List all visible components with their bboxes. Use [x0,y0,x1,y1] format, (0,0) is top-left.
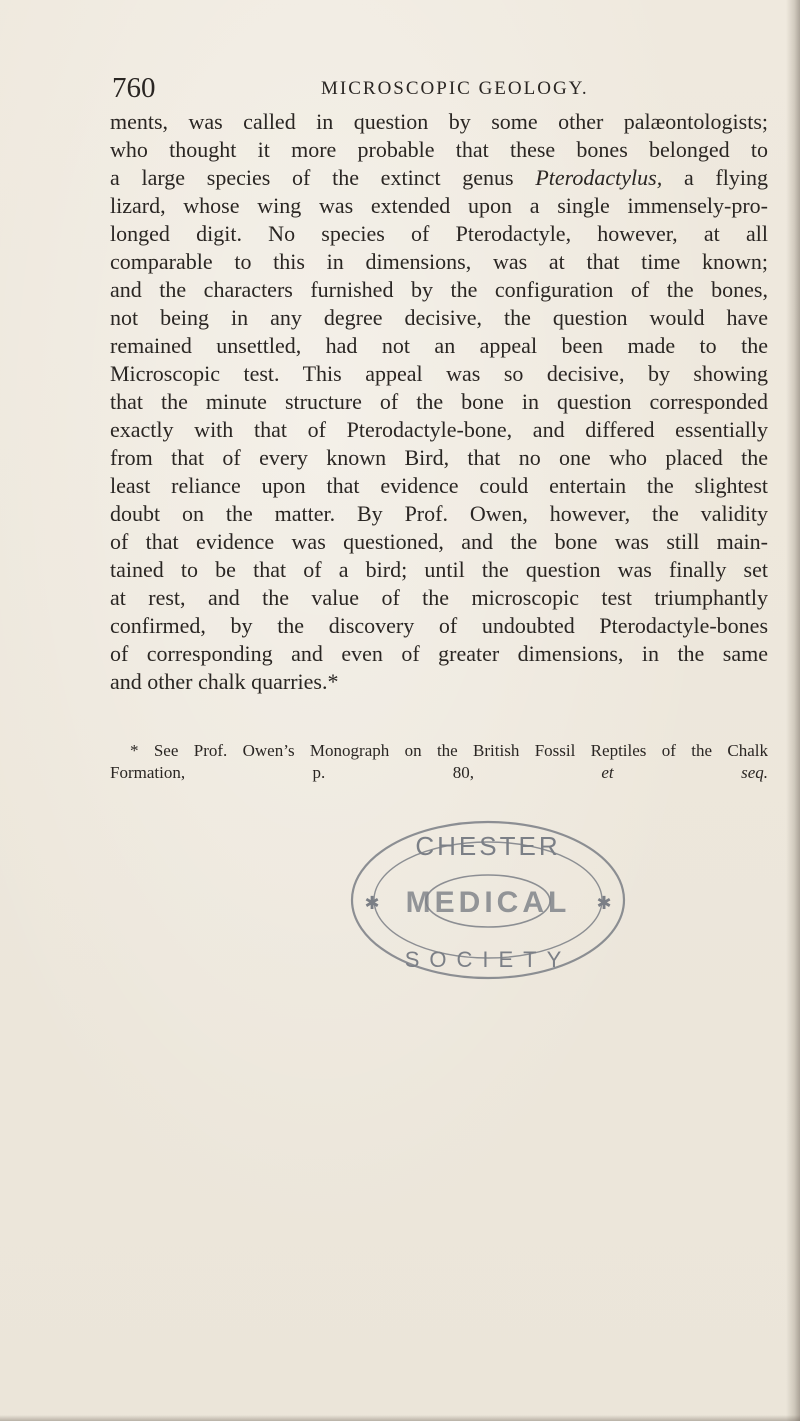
body-line: longed digit. No species of Pterodactyle, however, at all [110,221,768,246]
body-line: that the minute structure of the bone in question corresponded [110,389,768,414]
body-line: at rest, and the value of the microscopic test triumphantly [110,585,768,610]
body-line: remained unsettled, had not an appeal been made to the [110,333,768,358]
stamp-top-text: CHESTER [415,831,561,861]
body-line: doubt on the matter. By Prof. Owen, however, the validity [110,501,768,526]
body-line: lizard, whose wing was extended upon a single immensely-pro- [110,193,768,218]
page-bottom-shadow [0,1415,800,1421]
footnote-et-seq: et seq. [601,763,768,782]
star-icon: ✱ [364,893,380,914]
stamp-middle-text: MEDICAL [405,886,571,919]
footnote-line [110,762,768,784]
page-edge-shadow [786,0,800,1421]
footnote [110,740,768,784]
body-line: of corresponding and even of greater dimensions, in the same [110,641,768,666]
body-line: confirmed, by the discovery of undoubted Pterodactyle-bones [110,613,768,638]
body-line: who thought it more probable that these bones belonged to [110,137,768,162]
body-line: least reliance upon that evidence could entertain the slightest [110,473,768,498]
page-number: 760 [112,72,156,104]
page-header [112,72,732,106]
body-line: of that evidence was questioned, and the bone was still main- [110,529,768,554]
body-line: from that of every known Bird, that no one who placed the [110,445,768,470]
running-head: MICROSCOPIC GEOLOGY. [321,78,589,99]
library-stamp [346,815,630,985]
body-line-end: a flying [662,165,768,190]
body-line: Microscopic test. This appeal was so decisive, by showing [110,361,768,386]
body-line: comparable to this in dimensions, was at that time known; [110,249,768,274]
footnote-line: * See Prof. Owen’s Monograph on the British Fossil Reptiles of the Chalk [130,741,768,760]
body-paragraph [110,108,768,696]
body-line-start: a large species of the extinct genus [110,165,536,190]
body-line: exactly with that of Pterodactyle-bone, and differed essentially [110,417,768,442]
footnote-citation: Formation, p. 80, [110,763,602,782]
body-line: and other chalk quarries.* [110,669,339,694]
body-line: tained to be that of a bird; until the question was finally set [110,557,768,582]
star-icon: ✱ [596,893,612,914]
body-line: and the characters furnished by the configuration of the bones, [110,277,768,302]
body-line: ments, was called in question by some other palæontologists; [110,109,768,134]
body-line: not being in any degree decisive, the question would have [110,305,768,330]
body-line-with-genus [110,164,768,192]
genus-name: Pterodactylus, [535,165,663,190]
stamp-bottom-text: SOCIETY [404,947,572,972]
